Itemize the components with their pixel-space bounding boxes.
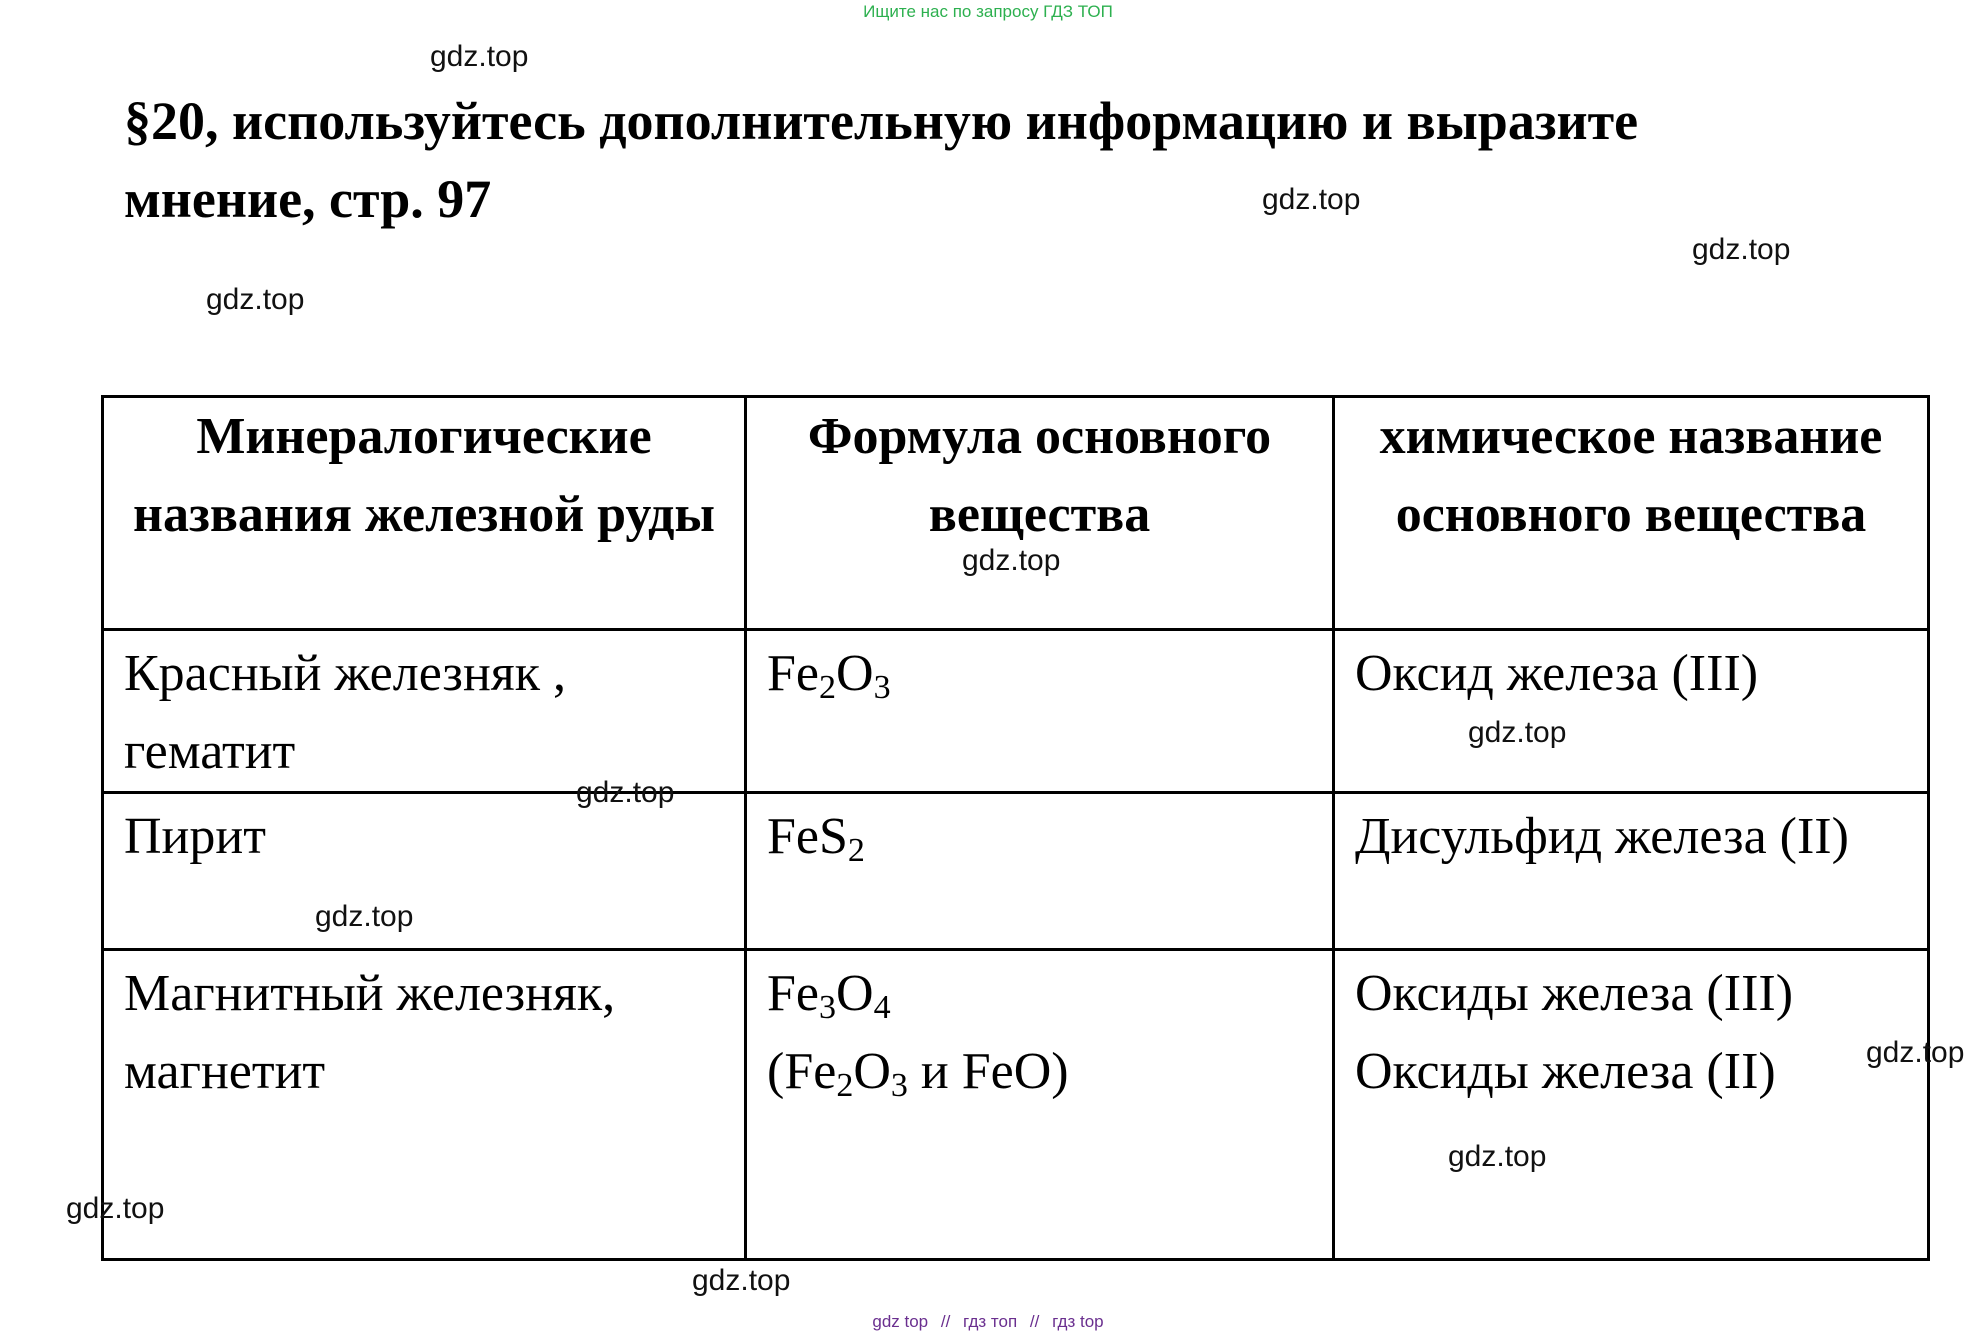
chemical-name-cell: Оксиды железа (III) Оксиды железа (II) (1334, 950, 1929, 1260)
watermark: gdz.top (962, 544, 1061, 577)
watermark: gdz.top (1692, 233, 1791, 266)
mineral-name-cell: Красный железняк , гематит (103, 630, 746, 793)
watermark: gdz.top (692, 1264, 791, 1297)
watermark: gdz.top (430, 40, 529, 73)
header-formula: Формула основного вещества (746, 397, 1334, 630)
header-mineral-name: Минералогические названия железной руды (103, 397, 746, 630)
footer-links (0, 1312, 1976, 1332)
footer-link[interactable]: гдз топ (963, 1312, 1018, 1331)
watermark: gdz.top (1468, 716, 1567, 749)
footer-link[interactable]: gdz top (872, 1312, 929, 1331)
watermark: gdz.top (1866, 1036, 1965, 1069)
mineral-name-cell: Магнитный железняк, магнетит (103, 950, 746, 1260)
watermark: gdz.top (576, 776, 675, 809)
ore-table (101, 395, 1930, 1261)
watermark: gdz.top (1262, 183, 1361, 216)
footer-separator: // (940, 1312, 951, 1331)
footer-separator: // (1029, 1312, 1040, 1331)
table-header-row (103, 397, 1929, 630)
watermark: gdz.top (66, 1192, 165, 1225)
page-title: §20, используйтесь дополнительную информацию и выразите мнение, стр. 97 (124, 91, 1639, 229)
header-chemical-name: химическое название основного вещества (1334, 397, 1929, 630)
table-row (103, 630, 1929, 793)
watermark: gdz.top (206, 283, 305, 316)
mineral-name-cell: Пирит (103, 793, 746, 950)
formula-cell: $Fe_2O_3$ (746, 630, 1334, 793)
footer-link[interactable]: гдз top (1052, 1312, 1104, 1331)
formula-cell: $Fe_3O_4$ ($Fe_2O_3$ и FeO) (746, 950, 1334, 1260)
chemical-name-cell: Дисульфид железа (II) (1334, 793, 1929, 950)
table-row (103, 950, 1929, 1260)
formula-cell: FeS$_2$ (746, 793, 1334, 950)
top-banner[interactable]: Ищите нас по запросу ГДЗ ТОП (863, 2, 1113, 21)
watermark: gdz.top (315, 900, 414, 933)
chemical-name-cell: Оксид железа (III) (1334, 630, 1929, 793)
watermark: gdz.top (1448, 1140, 1547, 1173)
